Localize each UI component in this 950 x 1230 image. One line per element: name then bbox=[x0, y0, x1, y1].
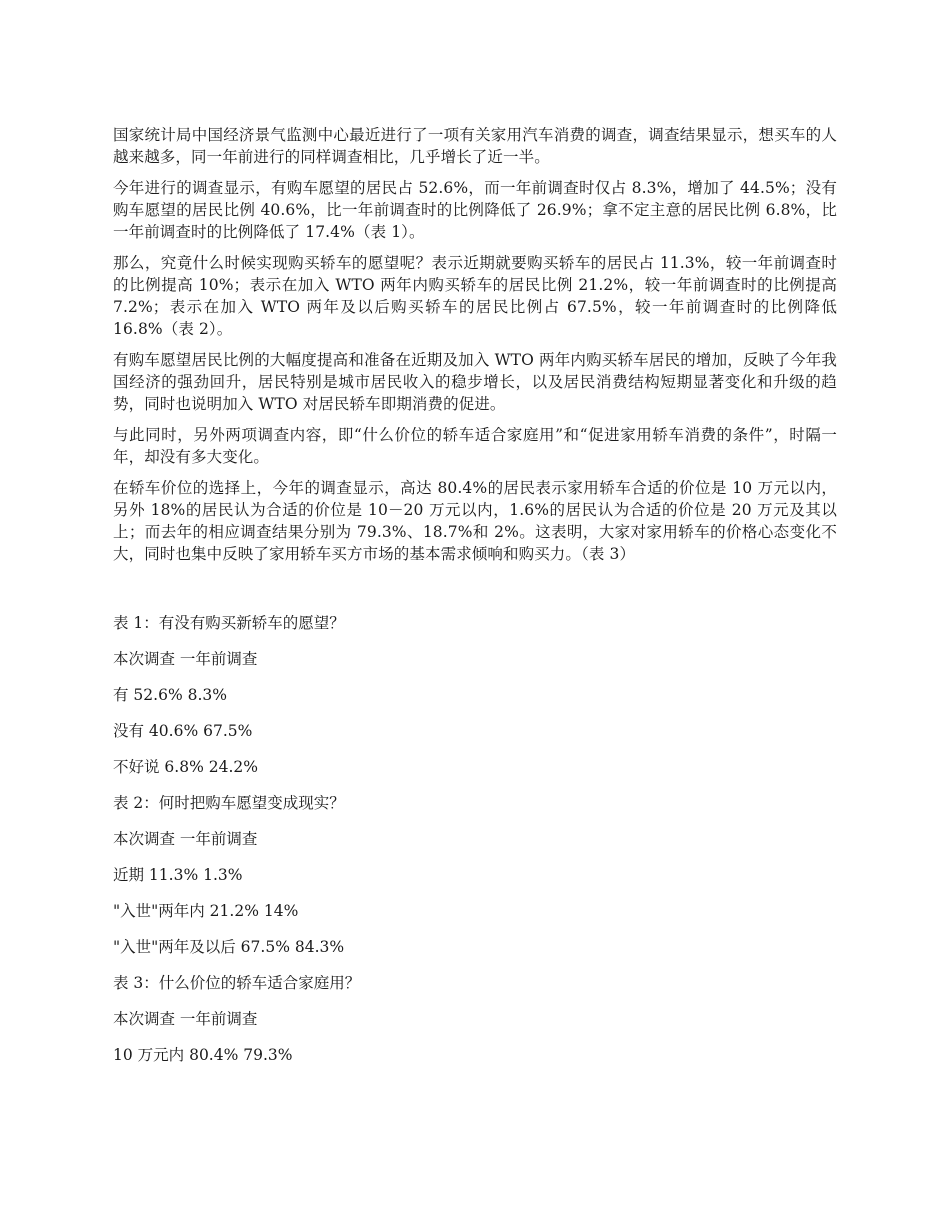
table1-title: 表 1：有没有购买新轿车的愿望？ bbox=[113, 614, 345, 632]
table3-header: 本次调查 一年前调查 bbox=[113, 1010, 258, 1028]
table2-row: "入世"两年及以后 67.5% 84.3% bbox=[113, 938, 345, 956]
table1-row: 不好说 6.8% 24.2% bbox=[113, 758, 258, 776]
section-gap bbox=[113, 574, 837, 612]
paragraph-analysis: 有购车愿望居民比例的大幅度提高和准备在近期及加入 WTO 两年内购买轿车居民的增加，反映了今年我国经济的强劲回升，居民特别是城市居民收入的稳步增长，以及居民消费结构短期显著变化和升级的趋势，同时也说明加入 WTO 对居民轿车即期消费的促进。 bbox=[113, 351, 837, 413]
table3-row: 10 万元内 80.4% 79.3% bbox=[113, 1046, 293, 1064]
paragraph-price-choice: 在轿车价位的选择上，今年的调查显示，高达 80.4%的居民表示家用轿车合适的价位是 10 万元以内，另外 18%的居民认为合适的价位是 10－20 万元以内，1.6%的居民认为合适的价位是 20 万元及其以上；而去年的相应调查结果分别为 79.3%、18.7%和 2%。这表明，大家对家用轿车的价格心态变化不大，同时也集中反映了家用轿车买方市场的基本需求倾响和购买力。（表 3） bbox=[113, 479, 837, 563]
paragraph-purchase-timing: 那么，究竟什么时候实现购买轿车的愿望呢？表示近期就要购买轿车的居民占 11.3%，较一年前调查时的比例提高 10%；表示在加入 WTO 两年内购买轿车的居民比例 21.2%，较一年前调查时的比例提高 7.2%；表示在加入 WTO 两年及以后购买轿车的居民比例占 67.5%，较一年前调查时的比例降低 16.8%（表 2）。 bbox=[113, 254, 837, 338]
paragraph-survey-results: 今年进行的调查显示，有购车愿望的居民占 52.6%，而一年前调查时仅占 8.3%，增加了 44.5%；没有购车愿望的居民比例 40.6%，比一年前调查时的比例降低了 26.9%；拿不定主意的居民比例 6.8%，比一年前调查时的比例降低了 17.4%（表 1）。 bbox=[113, 179, 837, 241]
table2-title: 表 2：何时把购车愿望变成现实？ bbox=[113, 794, 345, 812]
table2-header: 本次调查 一年前调查 bbox=[113, 830, 258, 848]
table2-row: 近期 11.3% 1.3% bbox=[113, 866, 243, 884]
table3-title: 表 3：什么价位的轿车适合家庭用？ bbox=[113, 974, 361, 992]
paragraph-unchanged-items: 与此同时，另外两项调查内容，即“什么价位的轿车适合家庭用”和“促进家用轿车消费的条件”，时隔一年，却没有多大变化。 bbox=[113, 426, 837, 466]
document-body bbox=[113, 124, 837, 1080]
table1-row: 有 52.6% 8.3% bbox=[113, 686, 227, 704]
table1-row: 没有 40.6% 67.5% bbox=[113, 722, 253, 740]
table2-row: "入世"两年内 21.2% 14% bbox=[113, 902, 299, 920]
paragraph-intro: 国家统计局中国经济景气监测中心最近进行了一项有关家用汽车消费的调查，调查结果显示，想买车的人越来越多，同一年前进行的同样调查相比，几乎增长了近一半。 bbox=[113, 126, 837, 166]
table1-header: 本次调查 一年前调查 bbox=[113, 650, 258, 668]
